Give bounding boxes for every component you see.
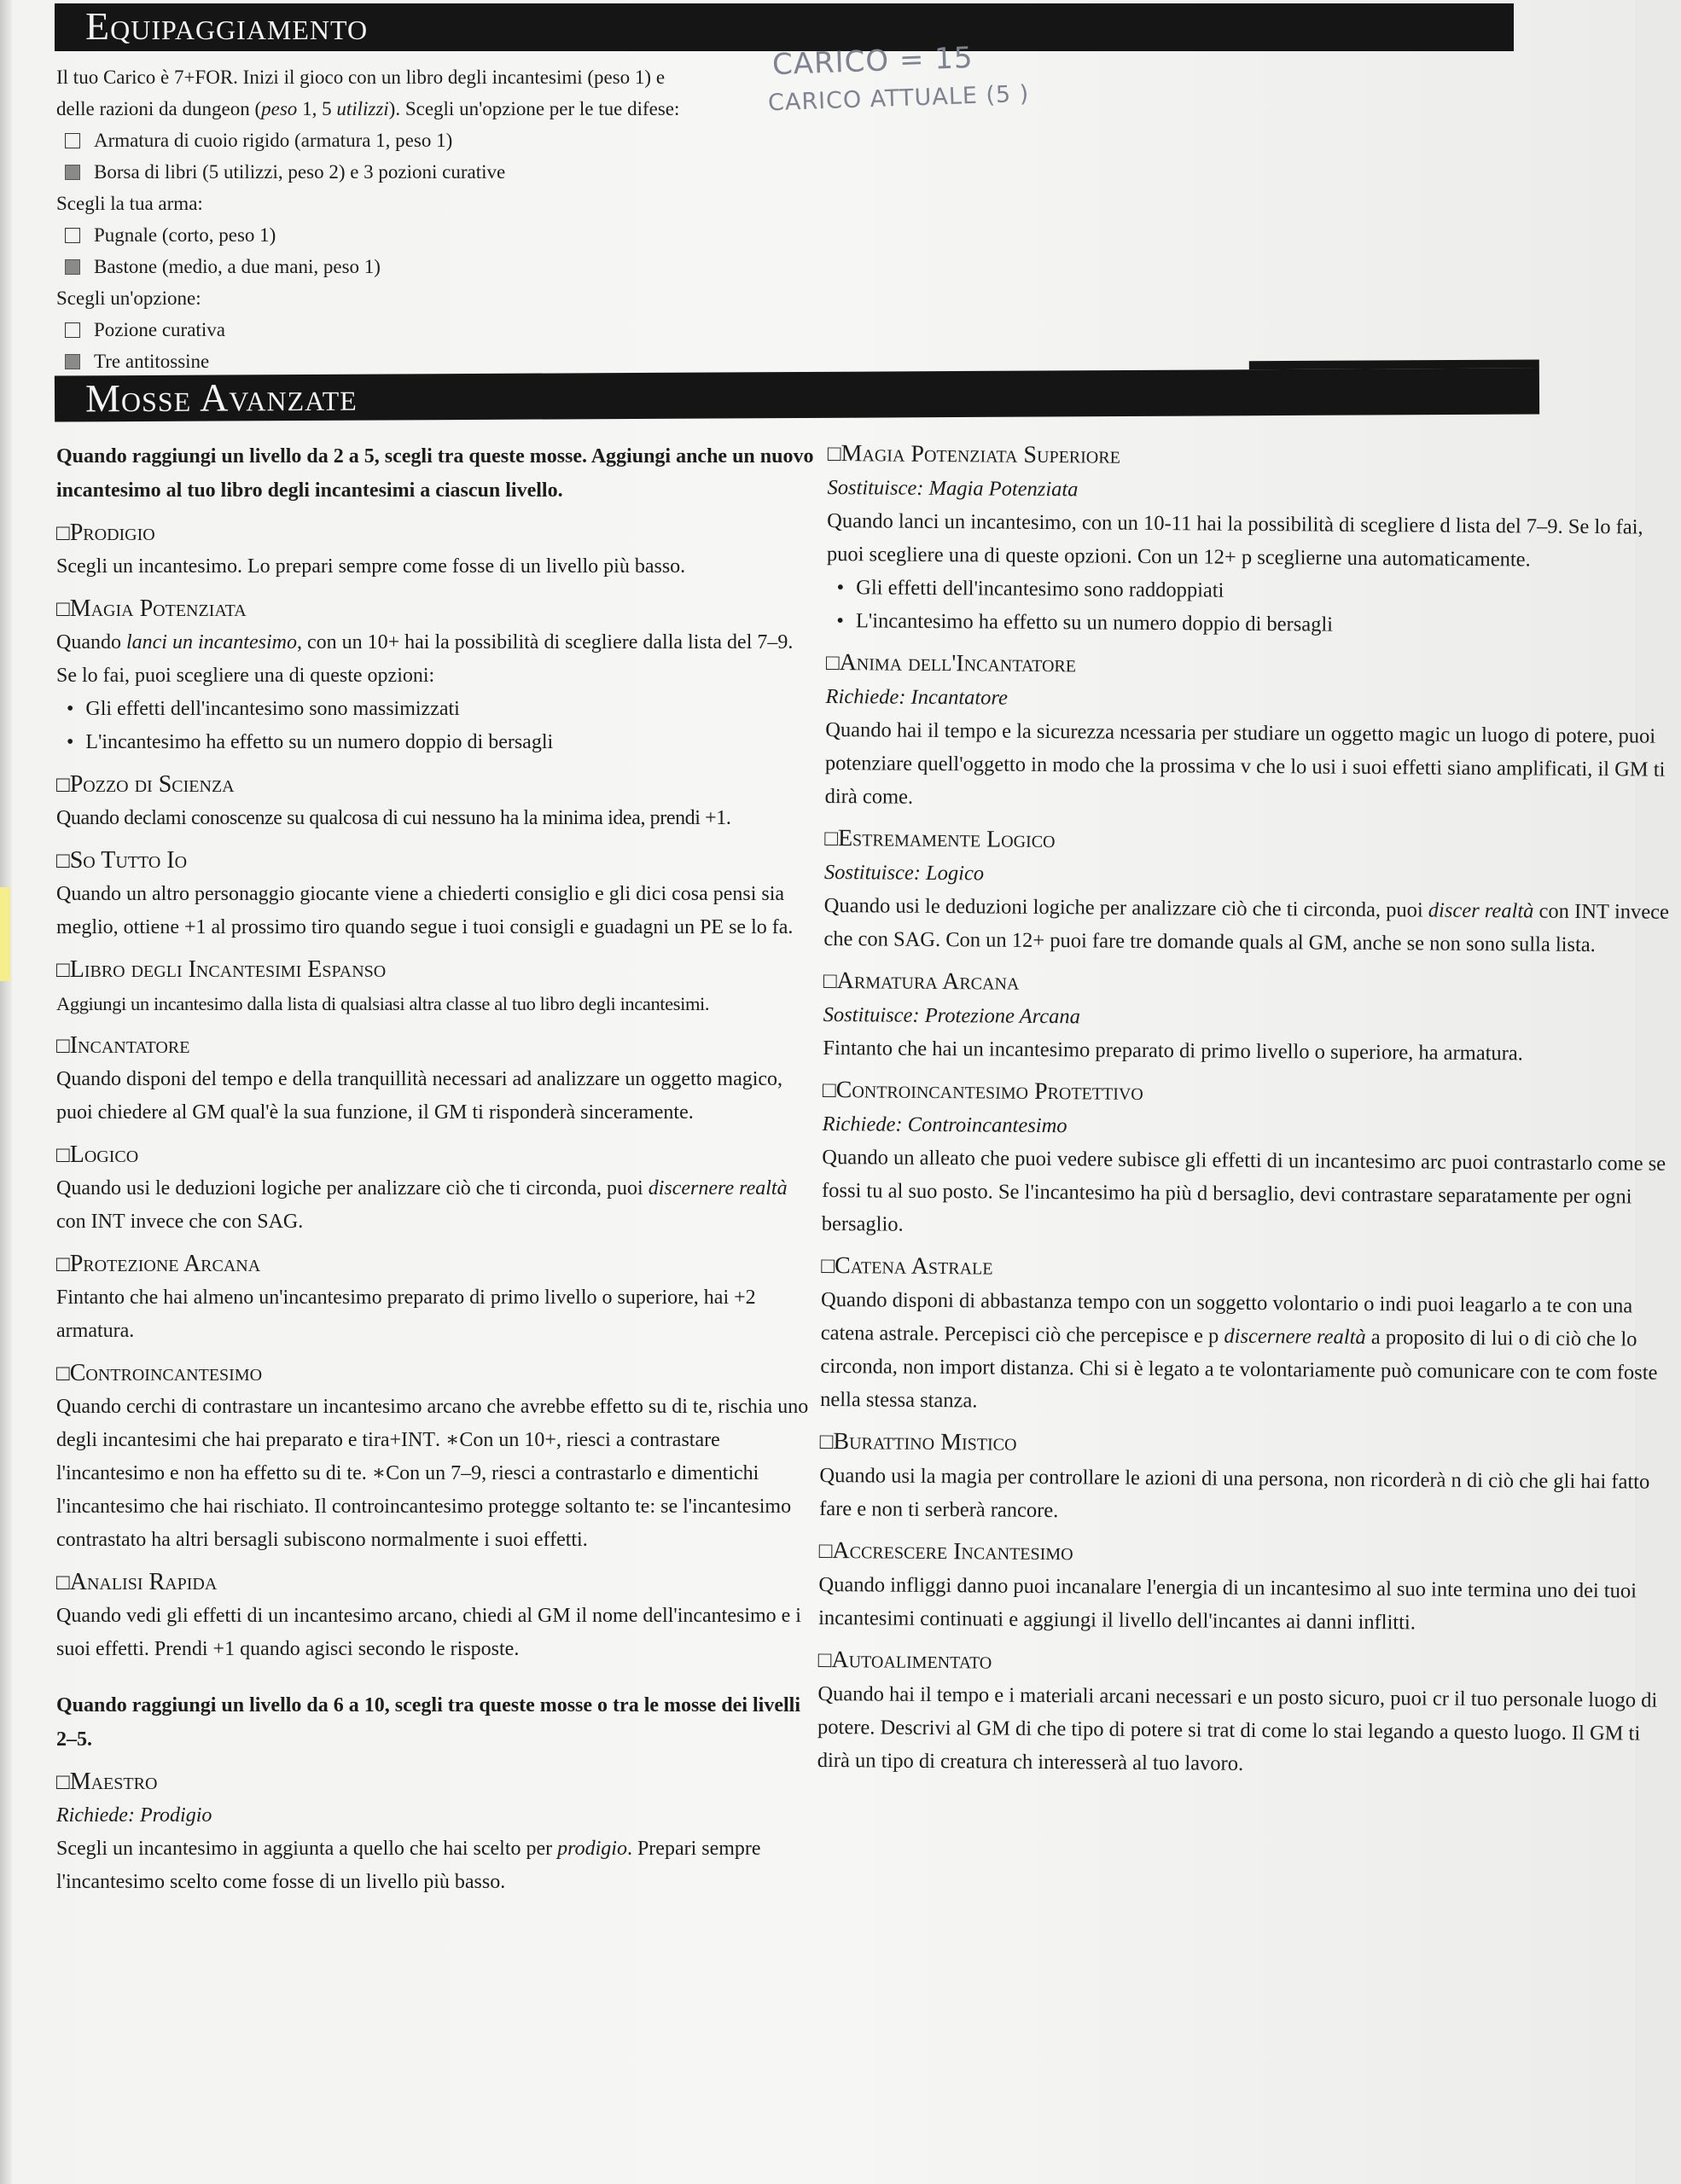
- move-title-text: Incantatore: [69, 1032, 190, 1059]
- sticky-note-edge: [0, 887, 10, 981]
- move-checkbox[interactable]: □: [824, 825, 839, 851]
- option-staff[interactable]: [56, 251, 824, 282]
- move-checkbox[interactable]: □: [56, 957, 70, 982]
- option-potion[interactable]: [56, 314, 824, 346]
- bullet-item: • Gli effetti dell'incantesimo sono raddoppiati: [836, 571, 1679, 611]
- handwritten-current-load: CARICO ATTUALE (5 ): [767, 80, 1030, 117]
- move-magia-potenziata-title[interactable]: [56, 592, 816, 626]
- move-title-text: Anima dell'Incantatore: [839, 649, 1077, 678]
- bullet-item: • Gli effetti dell'incantesimo sono massimizzati: [67, 693, 816, 726]
- text-part: Quando usi le deduzioni logiche per analizzare ciò che ti circonda, puoi: [56, 1177, 649, 1199]
- move-anima-text: Quando hai il tempo e la sicurezza ncessaria per studiare un oggetto magic un luogo di potere, puoi potenziare quell'oggetto in modo che la prossima v che lo usi i suoi effetti siano amplificati, il GM ti dirà come.: [824, 717, 1666, 809]
- text-italic: discernere realtà: [1224, 1324, 1366, 1349]
- move-checkbox[interactable]: □: [56, 1570, 70, 1594]
- move-contro-prot-text: Quando un alleato che puoi vedere subisce gli effetti di un incantesimo arc puoi contrastarlo come se fossi tu al suo posto. Se l'incantesimo ha più d bersaglio, devi contrastare separatamente per ogni bersaglio.: [821, 1145, 1666, 1236]
- move-incantatore-text: Quando disponi del tempo e della tranquillità necessari ad analizzare un oggetto magico, puoi chiedere al GM qual'è la sua funzione, il GM ti risponderà sinceramente.: [56, 1068, 783, 1124]
- text-part: invece che con: [125, 1211, 258, 1233]
- move-checkbox[interactable]: □: [827, 440, 841, 467]
- move-controinc-title[interactable]: [56, 1356, 816, 1391]
- move-analisi-title[interactable]: [56, 1565, 816, 1600]
- checkbox-armor[interactable]: [65, 133, 80, 148]
- extra-prompt: Scegli un'opzione:: [56, 288, 201, 309]
- move-checkbox[interactable]: □: [56, 1252, 70, 1276]
- option-book-bag-label: Borsa di libri (5 utilizzi, peso 2) e 3 pozioni curative: [94, 161, 506, 183]
- move-checkbox[interactable]: □: [821, 1252, 835, 1279]
- option-armor-label: Armatura di cuoio rigido (armatura 1, peso 1): [94, 130, 453, 151]
- move-libro-text: Aggiungi un incantesimo dalla lista di qualsiasi altra classe al tuo libro degli incantesimi.: [56, 993, 710, 1014]
- equipment-intro-2: [56, 93, 824, 125]
- moves-left-column: [56, 439, 816, 1899]
- move-burattino-text: Quando usi la magia per controllare le azioni di una persona, non ricorderà n di ciò che gli hai fatto fare e non ti serberà rancore.: [819, 1463, 1650, 1523]
- move-protezione-text: Fintanto che hai almeno un'incantesimo preparato di primo livello o superiore, hai +2 armatura.: [56, 1287, 756, 1342]
- stat-int: INT: [90, 1211, 125, 1233]
- equipment-intro-line2c: ). Scegli un'opzione per le tue difese:: [388, 98, 680, 119]
- handwritten-load: CARICO = 15: [771, 40, 974, 83]
- move-title-text: Analisi Rapida: [69, 1569, 218, 1595]
- move-autoalimentato-text: Quando hai il tempo e i materiali arcani necessari e un posto sicuro, puoi cr il tuo personale luogo di potere. Descrivi al GM di che tipo di potere si trat di come lo stai legando a questo luogo. Il GM ti dirà un tipo di creatura ch interesserà al tuo lavoro.: [817, 1682, 1658, 1775]
- move-title-text: Armatura Arcana: [836, 967, 1020, 996]
- move-magia-sup-text: Quando lanci un incantesimo, con un 10-11 hai la possibilità di scegliere d lista del 7–9. Se lo fai, puoi scegliere una di queste opzioni. Con un 12+ p sceglierne una automaticamente.: [826, 508, 1643, 572]
- move-checkbox[interactable]: □: [818, 1537, 833, 1564]
- move-checkbox[interactable]: □: [56, 848, 70, 873]
- move-libro-title[interactable]: [56, 953, 816, 987]
- move-magia-potenziata-bullets: [56, 693, 816, 759]
- move-title-text: Prodigio: [69, 520, 155, 546]
- option-potion-label: Pozione curativa: [94, 319, 225, 340]
- move-anima-req: Richiede: Incantatore: [825, 684, 1009, 710]
- stat-int: INT: [1573, 899, 1610, 924]
- equipment-intro-line1: Il tuo Carico è 7+FOR. Inizi il gioco con un libro degli incantesimi (peso 1) e: [56, 67, 666, 88]
- move-logico-text: [56, 1172, 816, 1239]
- move-prodigio-text: Scegli un incantesimo. Lo prepari sempre come fosse di un livello più basso.: [56, 555, 686, 578]
- equipment-intro-utilizzi: utilizzi: [336, 98, 389, 119]
- moves-right-column: [817, 437, 1670, 1777]
- move-magia-sup-bullets: [826, 571, 1680, 644]
- moves-right-inner: [817, 437, 1681, 1784]
- text-italic: realtà: [1484, 899, 1534, 923]
- move-so-tutto-text: Quando un altro personaggio giocante viene a chiederti consiglio e gli dici cosa pensi sia meglio, ottiene +1 al prossimo tiro quando segue i tuoi consigli e guadagni un PE se lo fa.: [56, 883, 794, 938]
- equipment-intro-line2a: delle razioni da dungeon (: [56, 98, 262, 119]
- move-magia-potenziata-text: [56, 626, 816, 693]
- checkbox-potion[interactable]: [65, 322, 80, 338]
- option-book-bag[interactable]: [56, 156, 824, 188]
- move-checkbox[interactable]: □: [822, 1077, 836, 1103]
- text-part: .: [298, 1211, 304, 1233]
- text-italic: lanci un incantesimo: [125, 631, 297, 653]
- checkbox-antitoxins[interactable]: [65, 354, 80, 369]
- text-part: con: [1533, 899, 1575, 923]
- stat-sag: SAG: [257, 1211, 299, 1233]
- option-staff-label: Bastone (medio, a due mani, peso 1): [94, 256, 381, 277]
- move-checkbox[interactable]: □: [56, 1361, 70, 1385]
- move-title-text: Logico: [69, 1141, 139, 1168]
- move-title-text: Burattino Mistico: [833, 1428, 1017, 1456]
- move-title-text: Catena Astrale: [834, 1252, 993, 1281]
- move-maestro-title[interactable]: [56, 1765, 816, 1799]
- move-checkbox[interactable]: □: [56, 1033, 70, 1058]
- equipment-intro: [56, 61, 824, 93]
- stat-sag: SAG: [893, 927, 936, 952]
- text-part: Scegli un incantesimo in aggiunta a quello che hai scelto per: [56, 1838, 558, 1860]
- move-analisi-text: Quando vedi gli effetti di un incantesimo arcano, chiedi al GM il nome dell'incantesimo e i suoi effetti. Prendi +1 quando agisci secondo le risposte.: [56, 1605, 801, 1660]
- option-dagger-label: Pugnale (corto, peso 1): [94, 224, 276, 246]
- option-dagger[interactable]: [56, 219, 824, 251]
- move-armatura-req: Sostituisce: Protezione Arcana: [823, 1002, 1080, 1029]
- move-title-text: Libro degli Incantesimi Espanso: [69, 956, 387, 983]
- move-accrescere-text: Quando infliggi danno puoi incanalare l'energia di un incantesimo al suo inte termina uno dei tuoi incantesimi continuati e aggiungi il livello dell'incantes ai danni inflitti.: [818, 1572, 1637, 1635]
- move-title-text: Accrescere Incantesimo: [832, 1537, 1073, 1566]
- intro-levels-2-5: Quando raggiungi un livello da 2 a 5, scegli tra queste mosse. Aggiungi anche un nuovo incantesimo al tuo libro degli incantesimi a ciascun livello.: [56, 445, 814, 502]
- text-part: con: [56, 1211, 91, 1233]
- move-title-text: Pozzo di Scienza: [69, 771, 235, 798]
- bullet-item: • L'incantesimo ha effetto su un numero doppio di bersagli: [67, 726, 816, 759]
- move-title-text: Controincantesimo: [69, 1360, 263, 1386]
- advanced-moves-title: Mosse Avanzate: [84, 375, 358, 421]
- equipment-section: [56, 61, 824, 377]
- move-title-text: Autoalimentato: [831, 1647, 992, 1675]
- text-part: Quando cerchi di contrastare un incantesimo arcano che avrebbe effetto su di te, rischia uno degli incantesimi che hai preparato e tira+: [56, 1396, 809, 1451]
- equipment-banner: [55, 3, 1514, 51]
- move-catena-text: [820, 1283, 1674, 1423]
- move-logico-title[interactable]: [56, 1138, 816, 1172]
- move-maestro-req: Richiede: Prodigio: [56, 1804, 212, 1827]
- move-title-text: Estremamente Logico: [837, 825, 1056, 854]
- text-italic: discer: [1428, 898, 1480, 923]
- equipment-intro-line2b: 1, 5: [297, 98, 337, 119]
- text-part: Quando disponi di abbastanza tempo con un soggetto volontario o indi puoi leagarlo a te con una catena astrale. Percepisci ciò che percepisce e p: [820, 1287, 1633, 1348]
- move-title-text: Magia Potenziata: [69, 595, 247, 622]
- text-part: . Prepari sempre l'incantesimo scelto come fosse di un livello più basso.: [56, 1838, 761, 1893]
- move-title-text: Magia Potenziata Superiore: [840, 440, 1120, 469]
- text-part: , con un 10+ hai la possibilità di scegliere dalla lista del 7–9. Se lo fai, puoi scegliere una di queste opzioni:: [56, 631, 794, 687]
- move-checkbox[interactable]: □: [56, 520, 70, 545]
- move-checkbox[interactable]: □: [56, 1142, 70, 1167]
- checkbox-book-bag[interactable]: [65, 165, 80, 180]
- move-so-tutto-title[interactable]: [56, 844, 816, 878]
- move-checkbox[interactable]: □: [56, 1769, 70, 1794]
- equipment-intro-peso: peso: [261, 98, 298, 119]
- move-checkbox[interactable]: □: [56, 772, 70, 797]
- move-title-text: Protezione Arcana: [69, 1251, 261, 1277]
- move-contro-prot-req: Richiede: Controincantesimo: [822, 1112, 1067, 1138]
- move-estremamente-req: Sostituisce: Logico: [823, 860, 985, 886]
- text-italic: prodigio: [557, 1838, 627, 1860]
- move-title-text: Maestro: [69, 1769, 158, 1795]
- equipment-title: Equipaggiamento: [85, 4, 369, 48]
- text-italic: discernere realtà: [648, 1177, 788, 1199]
- text-part: a proposito di lui o di ciò che lo circonda, non import distanza. Chi si è legato a te volontariamente può comunicare con te com foste nella stessa stanza.: [820, 1325, 1658, 1413]
- move-title-text: Controincantesimo Protettivo: [835, 1077, 1143, 1106]
- move-armatura-text: Fintanto che hai un incantesimo preparato di primo livello o superiore, ha armatura.: [823, 1036, 1523, 1066]
- move-checkbox[interactable]: □: [825, 649, 840, 676]
- move-estremamente-text: [823, 889, 1678, 962]
- text-part: . ∗Con un 10+, riesci a contrastare l'incantesimo e non ha effetto su di te. ∗Con un 7–9, riesci a contrastarlo e dimentichi l'incantesimo che hai rischiato. Il controincantesimo protegge soltanto te: se l'incantesimo contrastato ha altri bersagli subiscono normalmente i suoi effetti.: [56, 1429, 792, 1551]
- stat-int: INT: [401, 1429, 436, 1451]
- move-magia-sup-req: Sostituisce: Magia Potenziata: [827, 475, 1079, 502]
- bullet-item: • L'incantesimo ha effetto su un numero doppio di bersagli: [836, 604, 1679, 644]
- move-controinc-text: [56, 1391, 816, 1557]
- page-fold-shadow: [0, 0, 12, 2184]
- move-pozzo-title[interactable]: [56, 768, 816, 802]
- checkbox-dagger[interactable]: [65, 228, 80, 243]
- move-checkbox[interactable]: □: [819, 1428, 834, 1455]
- option-antitoxins-label: Tre antitossine: [94, 351, 210, 372]
- move-checkbox[interactable]: □: [817, 1647, 832, 1673]
- text-part: Quando: [56, 631, 126, 653]
- weapon-prompt: Scegli la tua arma:: [56, 193, 203, 214]
- move-maestro-text: [56, 1833, 816, 1899]
- move-pozzo-text: Quando declami conoscenze su qualcosa di cui nessuno ha la minima idea, prendi +1.: [56, 807, 731, 829]
- text-part: . Con un 12+ puoi fare tre domande quals al GM, anche se non sono sulla lista.: [934, 928, 1596, 957]
- advanced-moves-banner: [55, 368, 1539, 421]
- text-part: Quando usi le deduzioni logiche per analizzare ciò che ti circonda, puoi: [823, 893, 1428, 922]
- move-protezione-title[interactable]: [56, 1247, 816, 1281]
- option-armor[interactable]: [56, 125, 824, 156]
- move-checkbox[interactable]: □: [823, 967, 837, 994]
- move-prodigio-title[interactable]: [56, 516, 816, 550]
- text-part: invece che con: [823, 900, 1670, 951]
- move-incantatore-title[interactable]: [56, 1029, 816, 1063]
- move-title-text: So Tutto Io: [69, 847, 188, 874]
- intro-levels-6-10: Quando raggiungi un livello da 6 a 10, scegli tra queste mosse o tra le mosse dei livelli 2–5.: [56, 1694, 800, 1751]
- move-checkbox[interactable]: □: [56, 596, 70, 621]
- checkbox-staff[interactable]: [65, 259, 80, 275]
